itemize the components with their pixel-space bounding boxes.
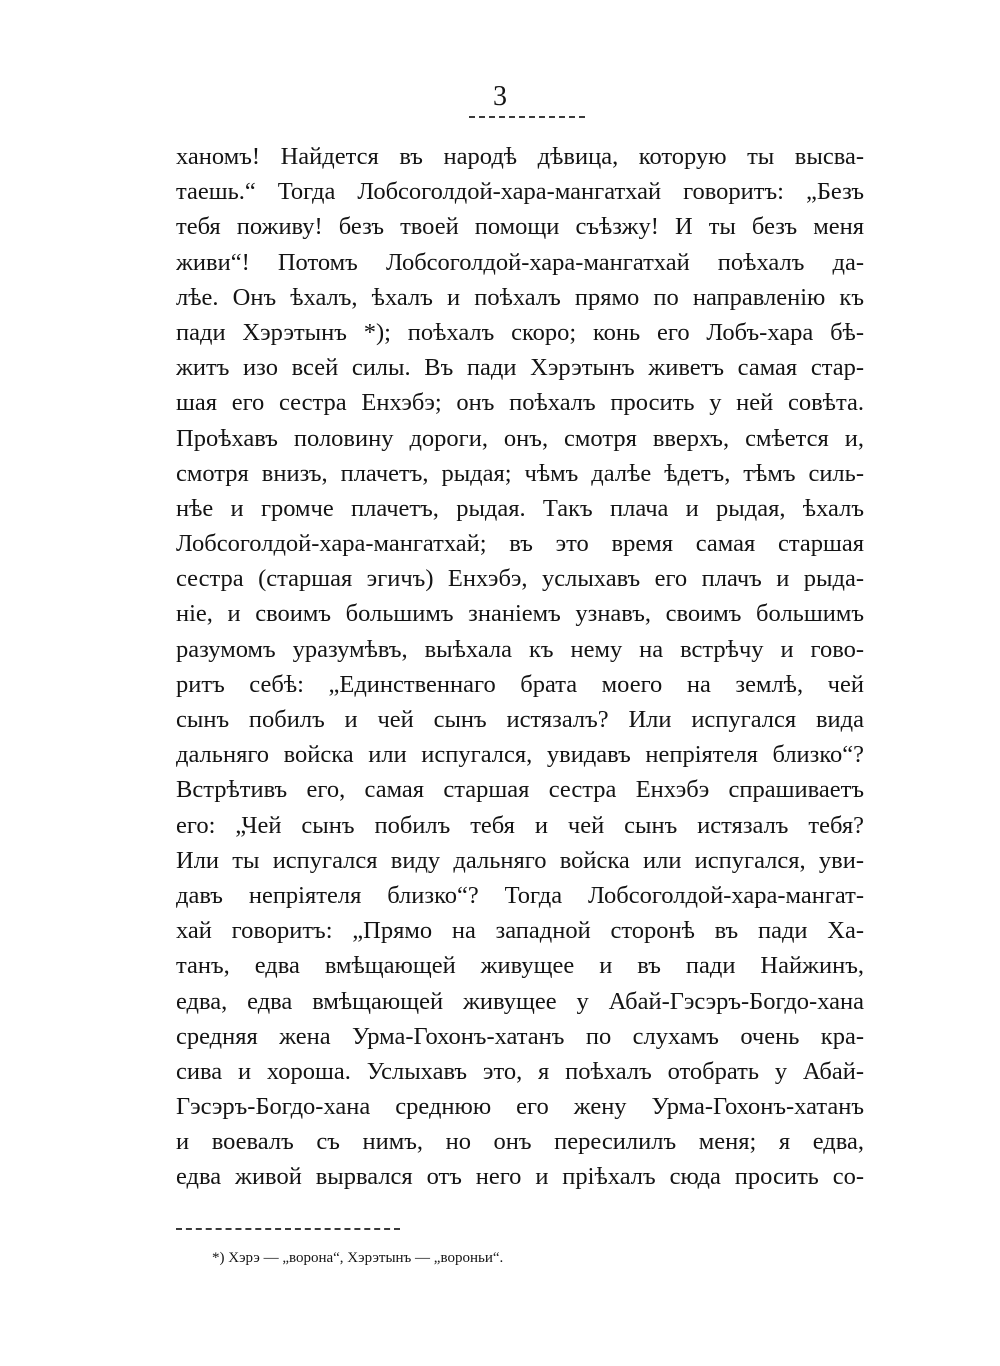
text-line: разумомъ уразумѣвъ, выѣхала къ нему на встрѣчу и гово- xyxy=(176,635,864,663)
text-line: нѣе и громче плачетъ, рыдая. Такъ плача и рыдая, ѣхалъ xyxy=(176,494,864,522)
text-line: сестра (старшая эгичъ) Енхэбэ, услыхавъ его плачъ и рыда- xyxy=(176,565,864,593)
text-line: ханомъ! Найдется въ народѣ дѣвица, которую ты высва- xyxy=(176,143,864,170)
text-line: и воевалъ съ нимъ, но онъ пересилилъ меня; я едва, xyxy=(176,1128,864,1156)
text-line: житъ изо всей силы. Въ пади Хэрэтынъ живетъ самая стар- xyxy=(176,354,864,382)
text-line: лѣе. Онъ ѣхалъ, ѣхалъ и поѣхалъ прямо по направленію къ xyxy=(176,283,864,311)
text-line: танъ, едва вмѣщающей живущее и въ пади Найжинъ, xyxy=(176,952,864,980)
text-line: смотря внизъ, плачетъ, рыдая; чѣмъ далѣе ѣдетъ, тѣмъ силь- xyxy=(176,459,864,487)
text-line: Встрѣтивъ его, самая старшая сестра Енхэбэ спрашиваетъ xyxy=(176,776,864,804)
text-line: средняя жена Урма-Гохонъ-хатанъ по слухамъ очень кра- xyxy=(176,1022,864,1050)
text-line: таешь.“ Тогда Лобсоголдой-хара-мангатхай говоритъ: „Безъ xyxy=(176,178,864,206)
text-line: ніе, и своимъ большимъ знаніемъ узнавъ, своимъ большимъ xyxy=(176,600,864,628)
text-line: живи“! Потомъ Лобсоголдой-хара-мангатхай поѣхалъ да- xyxy=(176,248,864,276)
body-text xyxy=(176,139,864,1195)
text-line: его: „Чей сынъ побилъ тебя и чей сынъ истязалъ тебя? xyxy=(176,811,864,839)
text-line: давъ непріятеля близко“? Тогда Лобсоголдой-хара-мангат- xyxy=(176,881,864,909)
text-line: тебя поживу! безъ твоей помощи съѣзжу! И ты безъ меня xyxy=(176,213,864,241)
header-rule xyxy=(469,116,585,118)
text-line: сива и хороша. Услыхавъ это, я поѣхалъ отобрать у Абай- xyxy=(176,1057,864,1085)
text-line: ритъ себѣ: „Единственнаго брата моего на землѣ, чей xyxy=(176,670,864,698)
text-line: сынъ побилъ и чей сынъ истязалъ? Или испугался вида xyxy=(176,706,864,733)
text-line: дальняго войска или испугался, увидавъ непріятеля близко“? xyxy=(176,741,864,769)
text-line: шая его сестра Енхэбэ; онъ поѣхалъ просить у ней совѣта. xyxy=(176,389,864,417)
text-line: Лобсоголдой-хара-мангатхай; въ это время самая старшая xyxy=(176,530,864,558)
text-line: едва, едва вмѣщающей живущее у Абай-Гэсэръ-Богдо-хана xyxy=(176,987,864,1015)
text-line: пади Хэрэтынъ *); поѣхалъ скоро; конь его Лобъ-хара бѣ- xyxy=(176,318,864,346)
text-line: Гэсэръ-Богдо-хана среднюю его жену Урма-Гохонъ-хатанъ xyxy=(176,1093,864,1121)
text-line: едва живой вырвался отъ него и пріѣхалъ сюда просить со- xyxy=(176,1163,864,1191)
page-number: 3 xyxy=(493,81,507,112)
text-line: хай говоритъ: „Прямо на западной сторонѣ въ пади Ха- xyxy=(176,917,864,945)
footnote-rule xyxy=(176,1228,400,1230)
text-line: Или ты испугался виду дальняго войска или испугался, уви- xyxy=(176,846,864,874)
footnote: *) Хэрэ — „ворона“, Хэрэтынъ — „вороньи“. xyxy=(212,1250,504,1266)
text-line: Проѣхавъ половину дороги, онъ, смотря вверхъ, смѣется и, xyxy=(176,424,864,452)
